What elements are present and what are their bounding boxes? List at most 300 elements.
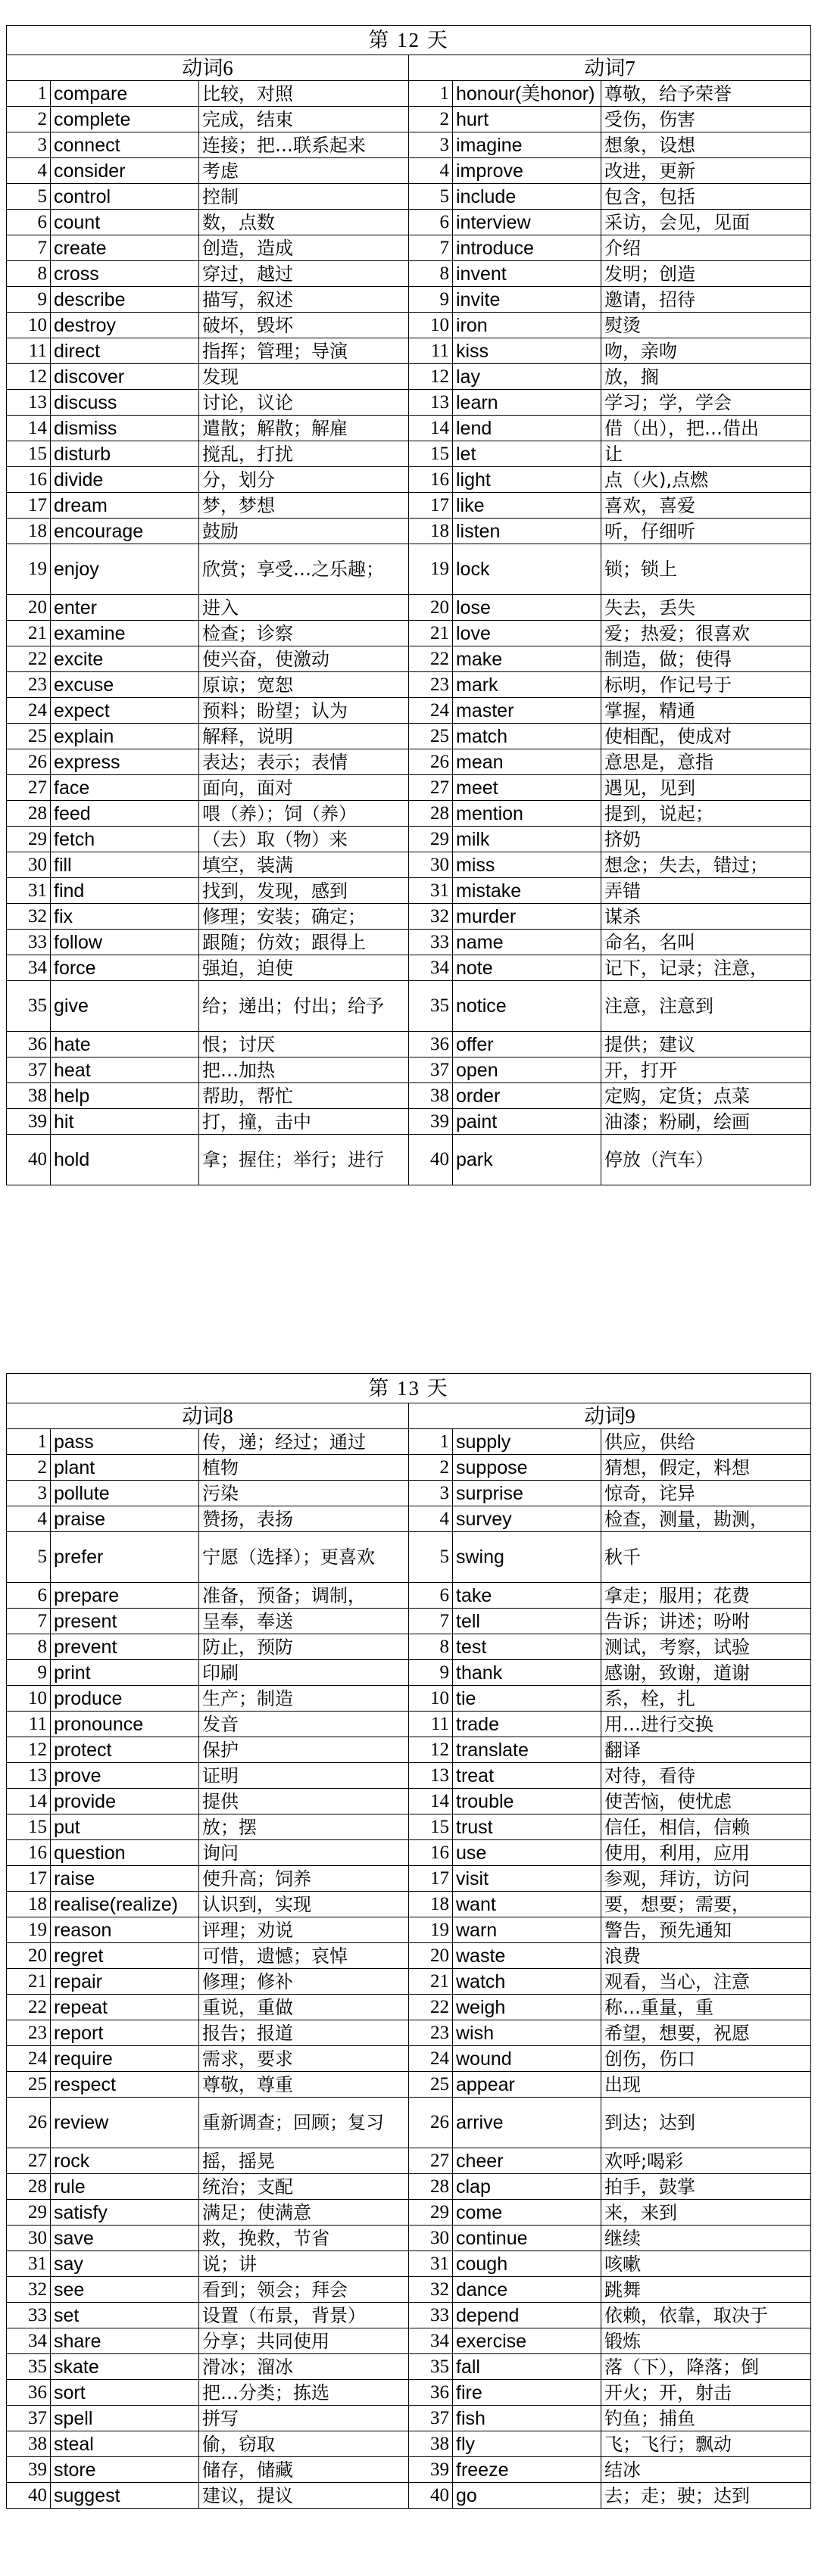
chinese-meaning: 落（下），降落；倒 [601,2354,811,2380]
english-word: provide [51,1789,199,1814]
row-number: 10 [409,313,453,338]
row-number: 17 [409,493,453,519]
row-number: 16 [409,467,453,493]
chinese-meaning: 找到，发现，感到 [199,878,409,904]
english-word: visit [453,1866,601,1892]
english-word: hurt [453,107,601,132]
chinese-meaning: 建议，提议 [199,2483,409,2509]
english-word: pronounce [51,1712,199,1737]
english-word: paint [453,1109,601,1135]
row-number: 8 [409,261,453,287]
chinese-meaning: 参观，拜访，访问 [601,1866,811,1892]
chinese-meaning: 掌握，精通 [601,698,811,724]
english-word: complete [51,107,199,132]
chinese-meaning: 跟随；仿效；跟得上 [199,930,409,955]
table-row [7,2354,811,2380]
english-word: create [51,235,199,261]
row-number: 30 [409,852,453,878]
table-row [7,235,811,261]
table-row [7,2406,811,2431]
table-row [7,2046,811,2072]
english-word: iron [453,313,601,338]
english-word: note [453,955,601,981]
table-row [7,184,811,210]
row-number: 34 [7,955,51,981]
row-number: 36 [409,2380,453,2406]
chinese-meaning: 检查，测量，勘测， [601,1506,811,1532]
chinese-meaning: 听，仔细听 [601,519,811,544]
row-number: 2 [7,1455,51,1481]
chinese-meaning: 感谢，致谢，道谢 [601,1660,811,1686]
english-word: set [51,2303,199,2328]
english-word: share [51,2328,199,2354]
group-heading-right: 动词9 [409,1403,811,1429]
row-number: 30 [409,2226,453,2251]
english-word: tell [453,1609,601,1634]
chinese-meaning: 标明，作记号于 [601,672,811,698]
english-word: come [453,2200,601,2226]
table-row [7,1840,811,1866]
english-word: meet [453,775,601,801]
chinese-meaning: 看到；领会；拜会 [199,2277,409,2303]
chinese-meaning: 遣散；解散；解雇 [199,416,409,441]
chinese-meaning: 油漆；粉刷，绘画 [601,1109,811,1135]
chinese-meaning: 跳舞 [601,2277,811,2303]
english-word: miss [453,852,601,878]
english-word: like [453,493,601,519]
chinese-meaning: 分享；共同使用 [199,2328,409,2354]
english-word: rock [51,2148,199,2174]
english-word: dream [51,493,199,519]
chinese-meaning: 使升高；饲养 [199,1866,409,1892]
chinese-meaning: 询问 [199,1840,409,1866]
row-number: 35 [7,2354,51,2380]
chinese-meaning: 要，想要；需要， [601,1892,811,1917]
row-number: 2 [7,107,51,132]
row-number: 15 [7,1814,51,1840]
row-number: 40 [409,1135,453,1185]
english-word: lay [453,364,601,390]
row-number: 34 [7,2328,51,2354]
english-word: force [51,955,199,981]
english-word: find [51,878,199,904]
chinese-meaning: 统治；支配 [199,2174,409,2200]
chinese-meaning: 描写，叙述 [199,287,409,313]
table-row [7,1083,811,1109]
chinese-meaning: 发现 [199,364,409,390]
english-word: love [453,621,601,646]
chinese-meaning: 储存，储藏 [199,2457,409,2483]
table-row [7,2148,811,2174]
row-number: 12 [409,364,453,390]
english-word: kiss [453,338,601,364]
english-word: excite [51,646,199,672]
row-number: 13 [409,390,453,416]
english-word: excuse [51,672,199,698]
row-number: 1 [7,1429,51,1455]
row-number: 2 [409,1455,453,1481]
chinese-meaning: 欢呼;喝彩 [601,2148,811,2174]
row-number: 19 [7,1917,51,1943]
chinese-meaning: 对待，看待 [601,1763,811,1789]
row-number: 21 [409,621,453,646]
chinese-meaning: 比较，对照 [199,81,409,107]
row-number: 4 [409,1506,453,1532]
english-word: continue [453,2226,601,2251]
row-number: 32 [409,904,453,930]
row-number: 1 [409,81,453,107]
chinese-meaning: 考虑 [199,158,409,184]
table-row [7,2457,811,2483]
chinese-meaning: 提到，说起； [601,801,811,827]
english-word: surprise [453,1481,601,1506]
row-number: 31 [7,2251,51,2277]
table-row [7,1032,811,1057]
english-word: fall [453,2354,601,2380]
row-number: 7 [409,235,453,261]
table-row [7,519,811,544]
row-number: 27 [7,775,51,801]
row-number: 31 [409,2251,453,2277]
english-word: divide [51,467,199,493]
table-row [7,2020,811,2046]
english-word: master [453,698,601,724]
chinese-meaning: 指挥；管理；导演 [199,338,409,364]
chinese-meaning: 锁；锁上 [601,544,811,595]
english-word: hold [51,1135,199,1185]
row-number: 33 [7,930,51,955]
english-word: suggest [51,2483,199,2509]
chinese-meaning: 污染 [199,1481,409,1506]
row-number: 28 [7,2174,51,2200]
row-number: 33 [409,930,453,955]
english-word: give [51,981,199,1032]
table-row [7,1532,811,1583]
row-number: 33 [7,2303,51,2328]
table-row [7,1995,811,2020]
chinese-meaning: 翻译 [601,1737,811,1763]
table-row [7,441,811,467]
chinese-meaning: 分，划分 [199,467,409,493]
english-word: pass [51,1429,199,1455]
table-row [7,390,811,416]
english-word: review [51,2098,199,2148]
table-row [7,1789,811,1814]
chinese-meaning: 控制 [199,184,409,210]
row-number: 21 [409,1969,453,1995]
english-word: tie [453,1686,601,1712]
group-heading-right: 动词7 [409,55,811,81]
english-word: go [453,2483,601,2509]
chinese-meaning: 拍手，鼓掌 [601,2174,811,2200]
table-row [7,2277,811,2303]
table-row [7,749,811,775]
row-number: 4 [409,158,453,184]
english-word: include [453,184,601,210]
chinese-meaning: 意思是，意指 [601,749,811,775]
english-word: treat [453,1763,601,1789]
table-row [7,1455,811,1481]
row-number: 6 [7,1583,51,1609]
english-word: see [51,2277,199,2303]
row-number: 34 [409,2328,453,2354]
table-row [7,775,811,801]
table-row [7,1866,811,1892]
chinese-meaning: 证明 [199,1763,409,1789]
english-word: hate [51,1032,199,1057]
english-word: watch [453,1969,601,1995]
english-word: realise(realize) [51,1892,199,1917]
english-word: store [51,2457,199,2483]
chinese-meaning: 注意，注意到 [601,981,811,1032]
chinese-meaning: 使苦恼，使忧虑 [601,1789,811,1814]
chinese-meaning: 系，栓，扎 [601,1686,811,1712]
chinese-meaning: 鼓励 [199,519,409,544]
table-row [7,1943,811,1969]
chinese-meaning: 满足；使满意 [199,2200,409,2226]
row-number: 1 [409,1429,453,1455]
english-word: print [51,1660,199,1686]
table-row [7,1609,811,1634]
chinese-meaning: 去；走；驶；达到 [601,2483,811,2509]
english-word: spell [51,2406,199,2431]
chinese-meaning: 完成，结束 [199,107,409,132]
chinese-meaning: 尊敬，尊重 [199,2072,409,2098]
english-word: wound [453,2046,601,2072]
row-number: 12 [7,1737,51,1763]
chinese-meaning: 呈奉，奉送 [199,1609,409,1634]
row-number: 20 [7,1943,51,1969]
chinese-meaning: 检查；诊察 [199,621,409,646]
row-number: 4 [7,158,51,184]
row-number: 32 [7,904,51,930]
table-row [7,2072,811,2098]
group-heading-left: 动词6 [7,55,409,81]
table-row [7,852,811,878]
chinese-meaning: 观看，当心，注意 [601,1969,811,1995]
chinese-meaning: 解释，说明 [199,724,409,749]
chinese-meaning: 数，点数 [199,210,409,235]
row-number: 15 [7,441,51,467]
chinese-meaning: 重说，重做 [199,1995,409,2020]
english-word: translate [453,1737,601,1763]
row-number: 26 [7,2098,51,2148]
chinese-meaning: 打，撞，击中 [199,1109,409,1135]
row-number: 9 [409,1660,453,1686]
chinese-meaning: 印刷 [199,1660,409,1686]
row-number: 5 [409,1532,453,1583]
row-number: 16 [7,467,51,493]
row-number: 7 [7,1609,51,1634]
row-number: 33 [409,2303,453,2328]
row-number: 38 [409,2431,453,2457]
row-number: 38 [409,1083,453,1109]
row-number: 30 [7,852,51,878]
row-number: 18 [409,519,453,544]
english-word: report [51,2020,199,2046]
row-number: 14 [409,1789,453,1814]
english-word: thank [453,1660,601,1686]
english-word: wish [453,2020,601,2046]
chinese-meaning: 准备，预备；调制， [199,1583,409,1609]
english-word: pollute [51,1481,199,1506]
row-number: 18 [7,1892,51,1917]
english-word: freeze [453,2457,601,2483]
chinese-meaning: 使相配，使成对 [601,724,811,749]
english-word: mark [453,672,601,698]
row-number: 17 [409,1866,453,1892]
table-row [7,2328,811,2354]
row-number: 39 [409,1109,453,1135]
table-row [7,2431,811,2457]
english-word: heat [51,1057,199,1083]
row-number: 11 [409,1712,453,1737]
row-number: 3 [7,1481,51,1506]
english-word: honour(美honor) [453,81,601,107]
english-word: rule [51,2174,199,2200]
english-word: cross [51,261,199,287]
chinese-meaning: 浪费 [601,1943,811,1969]
english-word: encourage [51,519,199,544]
english-word: exercise [453,2328,601,2354]
chinese-meaning: 宁愿（选择）；更喜欢 [199,1532,409,1583]
row-number: 14 [7,416,51,441]
row-number: 25 [409,2072,453,2098]
english-word: park [453,1135,601,1185]
table-row [7,416,811,441]
english-word: discuss [51,390,199,416]
chinese-meaning: 帮助，帮忙 [199,1083,409,1109]
row-number: 35 [7,981,51,1032]
table-row [7,2483,811,2509]
row-number: 10 [409,1686,453,1712]
row-number: 24 [409,698,453,724]
chinese-meaning: 传，递；经过；通过 [199,1429,409,1455]
row-number: 39 [7,1109,51,1135]
english-word: learn [453,390,601,416]
chinese-meaning: 修理；修补 [199,1969,409,1995]
english-word: produce [51,1686,199,1712]
english-word: arrive [453,2098,601,2148]
table-row [7,364,811,390]
english-word: make [453,646,601,672]
chinese-meaning: 继续 [601,2226,811,2251]
row-number: 26 [409,749,453,775]
chinese-meaning: 把…分类；拣选 [199,2380,409,2406]
row-number: 19 [7,544,51,595]
row-number: 26 [7,749,51,775]
english-word: enter [51,595,199,621]
row-number: 35 [409,2354,453,2380]
english-word: warn [453,1917,601,1943]
chinese-meaning: 进入 [199,595,409,621]
row-number: 6 [409,210,453,235]
row-number: 9 [409,287,453,313]
row-number: 37 [7,2406,51,2431]
row-number: 11 [409,338,453,364]
english-word: save [51,2226,199,2251]
chinese-meaning: 警告，预先通知 [601,1917,811,1943]
table-row [7,1634,811,1660]
table-row [7,1712,811,1737]
english-word: follow [51,930,199,955]
table-row [7,544,811,595]
chinese-meaning: 使用，利用，应用 [601,1840,811,1866]
row-number: 13 [7,390,51,416]
chinese-meaning: 到达；达到 [601,2098,811,2148]
row-number: 22 [409,646,453,672]
chinese-meaning: 植物 [199,1455,409,1481]
row-number: 14 [409,416,453,441]
group-heading-left: 动词8 [7,1403,409,1429]
chinese-meaning: 穿过，越过 [199,261,409,287]
table-row [7,1109,811,1135]
row-number: 38 [7,2431,51,2457]
english-word: invite [453,287,601,313]
table-row [7,1135,811,1185]
english-word: describe [51,287,199,313]
table-row [7,595,811,621]
row-number: 20 [409,1943,453,1969]
english-word: order [453,1083,601,1109]
row-number: 22 [7,1995,51,2020]
english-word: enjoy [51,544,199,595]
english-word: trust [453,1814,601,1840]
row-number: 10 [7,1686,51,1712]
chinese-meaning: 借（出），把…借出 [601,416,811,441]
chinese-meaning: 使兴奋，使激动 [199,646,409,672]
row-number: 28 [409,801,453,827]
chinese-meaning: 原谅；宽恕 [199,672,409,698]
chinese-meaning: 破坏，毁坏 [199,313,409,338]
chinese-meaning: 给；递出；付出；给予 [199,981,409,1032]
english-word: suppose [453,1455,601,1481]
english-word: cheer [453,2148,601,2174]
day-12-section [6,25,810,1185]
table-row [7,621,811,646]
row-number: 17 [7,493,51,519]
english-word: question [51,1840,199,1866]
english-word: explain [51,724,199,749]
row-number: 32 [409,2277,453,2303]
english-word: appear [453,2072,601,2098]
chinese-meaning: 命名，名叫 [601,930,811,955]
chinese-meaning: 挤奶 [601,827,811,852]
row-number: 32 [7,2277,51,2303]
row-number: 31 [7,878,51,904]
row-number: 26 [409,2098,453,2148]
row-number: 8 [409,1634,453,1660]
row-number: 3 [409,1481,453,1506]
chinese-meaning: 设置（布景，背景） [199,2303,409,2328]
chinese-meaning: 预料；盼望；认为 [199,698,409,724]
english-word: fetch [51,827,199,852]
english-word: repair [51,1969,199,1995]
row-number: 1 [7,81,51,107]
english-word: reason [51,1917,199,1943]
chinese-meaning: 飞；飞行；飘动 [601,2431,811,2457]
row-number: 2 [409,107,453,132]
row-number: 3 [409,132,453,158]
row-number: 36 [7,2380,51,2406]
chinese-meaning: 邀请，招待 [601,287,811,313]
row-number: 12 [409,1737,453,1763]
chinese-meaning: 需求，要求 [199,2046,409,2072]
row-number: 27 [409,775,453,801]
english-word: open [453,1057,601,1083]
english-word: compare [51,81,199,107]
english-word: fish [453,2406,601,2431]
